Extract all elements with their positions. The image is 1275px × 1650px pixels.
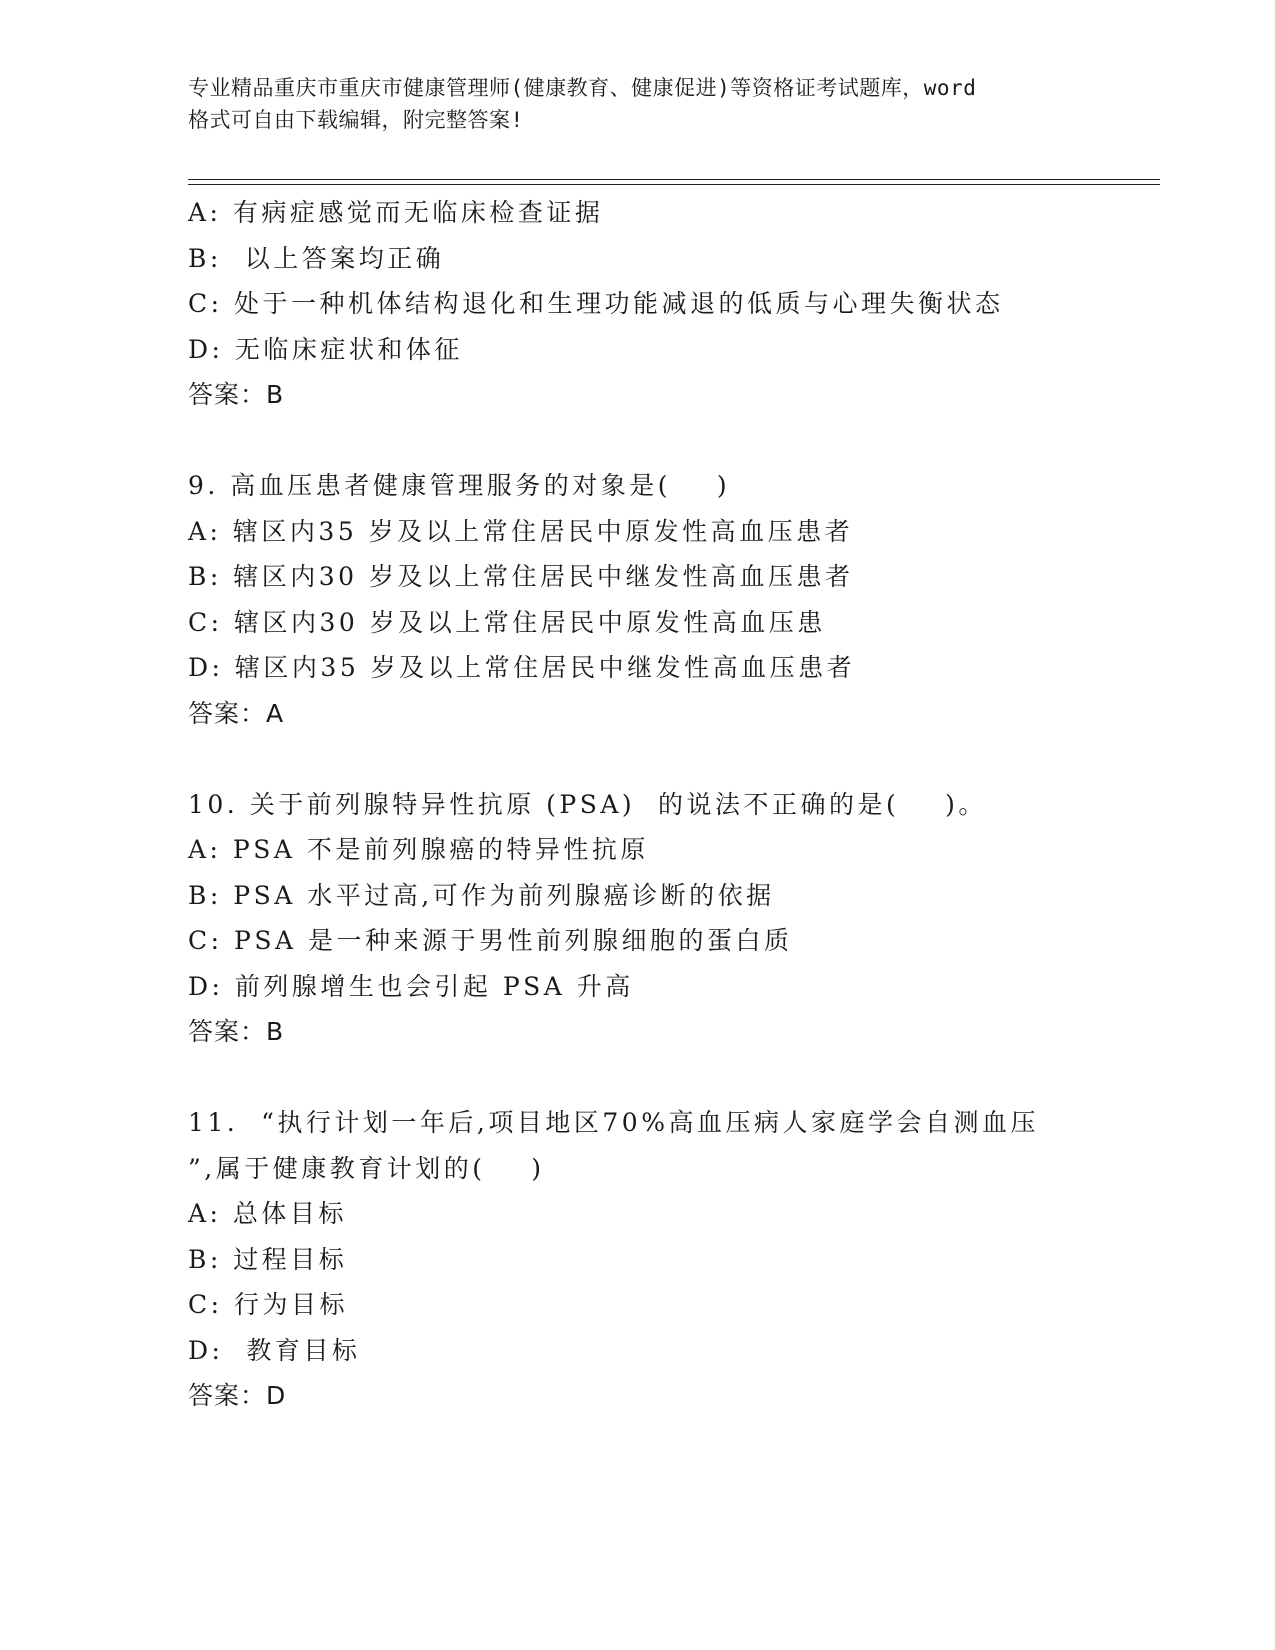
header-divider-top	[188, 179, 1160, 180]
option-b: B: 过程目标	[188, 1244, 348, 1274]
option-b: B: 辖区内30 岁及以上常住居民中继发性高血压患者	[188, 562, 854, 591]
option-a: A: 总体目标	[188, 1199, 347, 1228]
question-9	[188, 463, 1188, 736]
option-a: A: PSA 不是前列腺癌的特异性抗原	[188, 835, 649, 864]
option-b: B: 以上答案均正确	[188, 243, 445, 273]
question-title: 9. 高血压患者健康管理服务的对象是( )	[188, 471, 731, 500]
document-header	[188, 72, 1088, 136]
question-10	[188, 782, 1188, 1055]
option-b: B: PSA 水平过高,可作为前列腺癌诊断的依据	[188, 880, 775, 910]
answer-line: 答案：A	[188, 698, 285, 728]
header-line-2: 格式可自由下载编辑，附完整答案!	[188, 108, 524, 132]
option-a: A: 有病症感觉而无临床检查证据	[188, 198, 604, 227]
option-c: C: 处于一种机体结构退化和生理功能减退的低质与心理失衡状态	[188, 289, 1004, 318]
header-divider-bottom	[188, 184, 1160, 185]
option-a: A: 辖区内35 岁及以上常住居民中原发性高血压患者	[188, 516, 854, 546]
question-8-continued	[188, 190, 1188, 418]
option-c: C: 辖区内30 岁及以上常住居民中原发性高血压患	[188, 607, 826, 637]
question-title: 10. 关于前列腺特异性抗原 (PSA) 的说法不正确的是( )。	[188, 789, 987, 819]
option-c: C: PSA 是一种来源于男性前列腺细胞的蛋白质	[188, 926, 793, 955]
question-title: 11. “执行计划一年后,项目地区70%高血压病人家庭学会自测血压	[188, 1108, 1039, 1137]
question-title-continued: ”,属于健康教育计划的( )	[188, 1153, 545, 1183]
answer-line: 答案：B	[188, 380, 285, 409]
answer-line: 答案：B	[188, 1017, 285, 1046]
header-line-1: 专业精品重庆市重庆市健康管理师(健康教育、健康促进)等资格证考试题库，word	[188, 76, 977, 100]
option-c: C: 行为目标	[188, 1290, 348, 1319]
question-list	[188, 190, 1188, 1419]
option-d: D: 前列腺增生也会引起 PSA 升高	[188, 971, 634, 1001]
option-d: D: 教育目标	[188, 1335, 361, 1365]
question-11	[188, 1100, 1188, 1419]
option-d: D: 辖区内35 岁及以上常住居民中继发性高血压患者	[188, 653, 856, 682]
answer-line: 答案：D	[188, 1381, 287, 1410]
option-d: D: 无临床症状和体征	[188, 334, 463, 364]
